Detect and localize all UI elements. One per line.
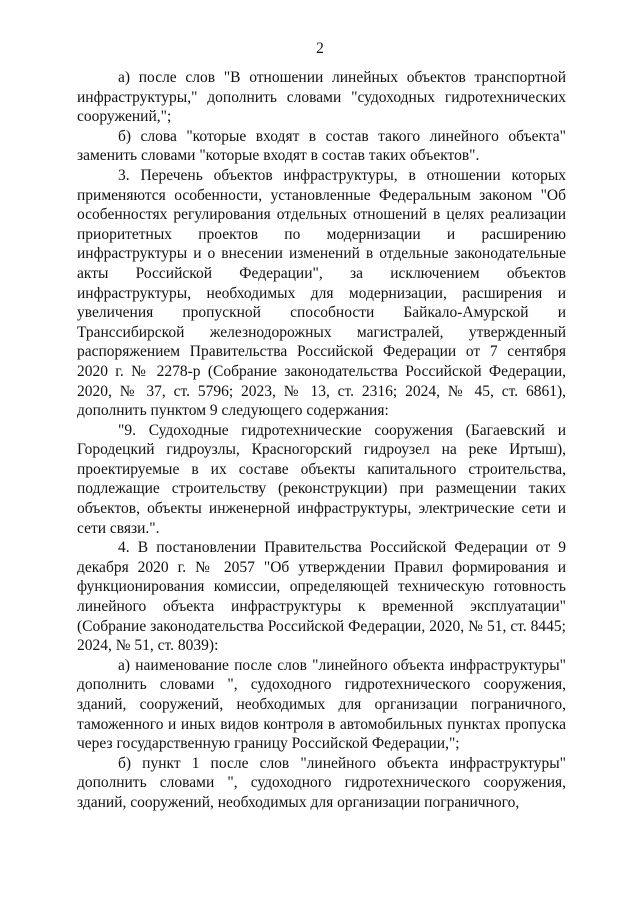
- paragraph-item-9-quote: "9. Судоходные гидротехнические сооружения (Багаевский и Городецкий гидроузлы, Красногорский гидроузел на реке Иртыш), проектируемые в их составе объекты капитального строительства, подлежащие строительству (реконструкции) при размещении таких объектов, объекты инженерной инфраструктуры, электрические сети и сети связи.".: [77, 421, 566, 537]
- paragraph-item-3: 3. Перечень объектов инфраструктуры, в отношении которых применяются особенности, установленные Федеральным законом "Об особенностях регулирования отдельных отношений в целях реализации приоритетных проектов по модернизации и расширению инфраструктуры и о внесении изменений в отдельные законодательные акты Российской Федерации", за исключением объектов инфраструктуры, необходимых для модернизации, расширения и увеличения пропускной способности Байкало-Амурской и Транссибирской железнодорожных магистралей, утвержденный распоряжением Правительства Российской Федерации от 7 сентября 2020 г. № 2278-р (Собрание законодательства Российской Федерации, 2020, № 37, ст. 5796; 2023, № 13, ст. 2316; 2024, № 45, ст. 6861), дополнить пунктом 9 следующего содержания:: [77, 166, 566, 420]
- page-number: 2: [316, 40, 324, 57]
- paragraph-4b: б) пункт 1 после слов "линейного объекта инфраструктуры" дополнить словами ", судоходного гидротехнического сооружения, зданий, сооружений, необходимых для организации пограничного,: [77, 754, 566, 811]
- paragraph-3b: б) слова "которые входят в состав такого линейного объекта" заменить словами "которые входят в состав таких объектов".: [77, 127, 566, 165]
- paragraph-4a: а) наименование после слов "линейного объекта инфраструктуры" дополнить словами ", судоходного гидротехнического сооружения, зданий, сооружений, необходимых для организации пограничного, таможенного и иных видов контроля в автомобильных пунктах пропуска через государственную границу Российской Федерации,";: [77, 656, 566, 753]
- paragraph-3a: а) после слов "В отношении линейных объектов транспортной инфраструктуры," дополнить словами "судоходных гидротехнических сооружений,";: [77, 69, 566, 126]
- document-body: [77, 68, 566, 813]
- paragraph-item-4: 4. В постановлении Правительства Российской Федерации от 9 декабря 2020 г. № 2057 "Об утверждении Правил формирования и функционирования комиссии, определяющей техническую готовность линейного объекта инфраструктуры к временной эксплуатации" (Собрание законодательства Российской Федерации, 2020, № 51, ст. 8445; 2024, № 51, ст. 8039):: [77, 539, 566, 655]
